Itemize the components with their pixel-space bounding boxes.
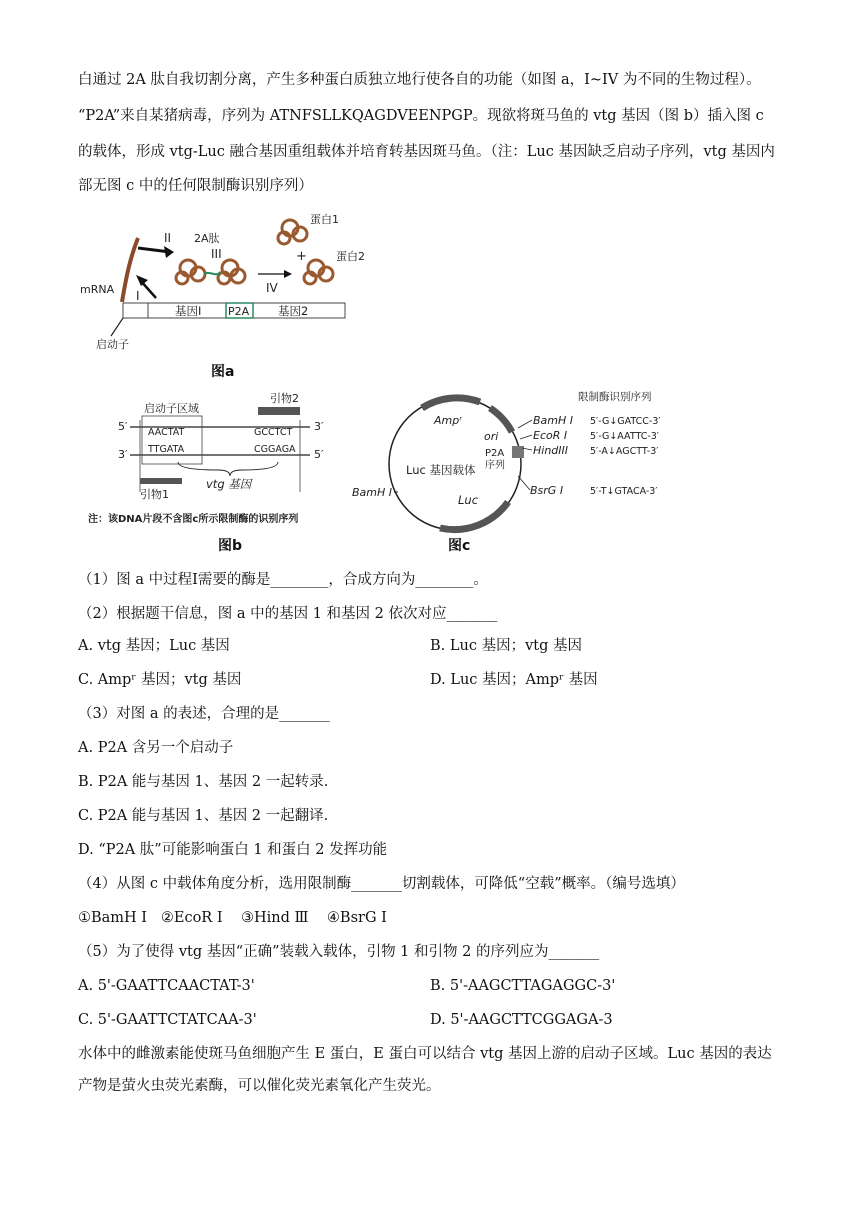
gene2-label: 基因2 bbox=[278, 304, 309, 318]
seq-ecori: 5′-G↓AATTC-3′ bbox=[590, 431, 659, 442]
vector-label: Luc 基因载体 bbox=[406, 463, 476, 477]
peptide-label: 2A肽 bbox=[194, 232, 220, 245]
intro-line-2: “P2A”来自某猪病毒，序列为 ATNFSLLKQAGDVEENPGP。现欲将斑马鱼的 vtg 基因（图 b）插入图 c bbox=[78, 108, 764, 124]
seq-hindiii: 5′-A↓AGCTT-3′ bbox=[590, 446, 659, 457]
figure-c-caption: 图c bbox=[448, 538, 471, 554]
protein1-blob bbox=[278, 220, 307, 244]
gene1-label: 基因I bbox=[175, 304, 202, 318]
question-3: （3）对图 a 的表述，合理的是_______ bbox=[78, 706, 330, 722]
seq-right-top: GCCTCT bbox=[254, 427, 293, 438]
three-prime-top: 3′ bbox=[314, 420, 324, 433]
seq-right-bot: CGGAGA bbox=[254, 444, 296, 455]
process-1-label: I bbox=[136, 289, 140, 303]
intro-line-4: 部无图 c 中的任何限制酶识别序列） bbox=[78, 178, 313, 194]
q5-option-b: B. 5'-AAGCTTAGAGGC-3' bbox=[430, 978, 616, 994]
q3-option-b: B. P2A 能与基因 1、基因 2 一起转录. bbox=[78, 774, 329, 790]
promoter-region-label: 启动子区域 bbox=[144, 402, 199, 415]
ori-arc bbox=[490, 408, 512, 432]
protein2-label: 蛋白2 bbox=[336, 250, 365, 263]
q2-option-c: C. Ampʳ 基因；vtg 基因 bbox=[78, 672, 242, 688]
seq-left-top: AACTAT bbox=[148, 427, 185, 438]
promoter-label: 启动子 bbox=[96, 338, 129, 351]
question-1: （1）图 a 中过程Ⅰ需要的酶是________，合成方向为________。 bbox=[78, 572, 488, 588]
five-prime-bot: 5′ bbox=[314, 448, 324, 461]
q3-option-a: A. P2A 含另一个启动子 bbox=[78, 740, 234, 756]
q2-option-a: A. vtg 基因；Luc 基因 bbox=[78, 638, 230, 654]
intro-line-3: 的载体，形成 vtg-Luc 融合基因重组载体并培育转基因斑马鱼。（注：Luc 基因缺乏启动子序列，vtg 基因内 bbox=[78, 144, 775, 160]
question-5: （5）为了使得 vtg 基因“正确”装载入载体，引物 1 和引物 2 的序列应为_______ bbox=[78, 944, 600, 960]
enzyme-table-title: 限制酶识别序列 bbox=[578, 391, 652, 403]
seq-left-bot: TTGATA bbox=[148, 444, 185, 455]
bamhi-label: BamH I bbox=[533, 414, 574, 427]
q2-option-b: B. Luc 基因；vtg 基因 bbox=[430, 638, 582, 654]
question-2: （2）根据题干信息，图 a 中的基因 1 和基因 2 依次对应_______ bbox=[78, 606, 498, 622]
vtg-label: vtg 基因 bbox=[206, 477, 252, 491]
figure-c bbox=[350, 384, 680, 556]
figure-b-note: 注：该DNA片段不含图c所示限制酶的识别序列 bbox=[88, 514, 299, 525]
promoter-region-box bbox=[142, 416, 202, 464]
mrna-label: mRNA bbox=[80, 283, 115, 296]
q3-option-d: D. “P2A 肽”可能影响蛋白 1 和蛋白 2 发挥功能 bbox=[78, 842, 388, 858]
q5-option-d: D. 5'-AAGCTTCGGAGA-3 bbox=[430, 1012, 613, 1028]
outro-line-1: 水体中的雌激素能使斑马鱼细胞产生 E 蛋白，E 蛋白可以结合 vtg 基因上游的启动子区域。Luc 基因的表达 bbox=[78, 1046, 772, 1062]
figure-b bbox=[78, 390, 368, 555]
bsrgi-label: BsrG I bbox=[530, 484, 564, 497]
protein-blob-left bbox=[176, 260, 205, 284]
ori-label: ori bbox=[484, 430, 499, 443]
figure-a-caption: 图a bbox=[211, 364, 235, 380]
p2a-label: P2A bbox=[228, 305, 250, 318]
q5-option-c: C. 5'-GAATTCTATCAA-3' bbox=[78, 1012, 257, 1028]
primer1-bar bbox=[140, 478, 182, 484]
luc-label: Luc bbox=[458, 493, 479, 507]
ampr-label: Ampʳ bbox=[434, 414, 463, 427]
ecori-label: EcoR I bbox=[533, 429, 568, 442]
process-2-label: II bbox=[164, 231, 172, 245]
q3-option-c: C. P2A 能与基因 1、基因 2 一起翻译. bbox=[78, 808, 329, 824]
q5-option-a: A. 5'-GAATTCAACTAT-3' bbox=[78, 978, 255, 994]
bamhi-left-label: BamH I bbox=[352, 486, 393, 499]
three-prime-bot: 3′ bbox=[118, 448, 128, 461]
primer2-label: 引物2 bbox=[270, 392, 299, 405]
q4-options: ①BamH I ②EcoR I ③Hind Ⅲ ④BsrG I bbox=[78, 910, 387, 926]
seq-bamhi: 5′-G↓GATCC-3′ bbox=[590, 416, 661, 427]
plus-sign: + bbox=[296, 249, 307, 264]
primer2-bar bbox=[258, 407, 300, 415]
seq-bsrgi: 5′-T↓GTACA-3′ bbox=[590, 486, 658, 497]
protein2-blob bbox=[304, 260, 333, 284]
protein-blob-right bbox=[218, 260, 245, 284]
figure-b-caption: 图b bbox=[218, 538, 243, 554]
figure-a bbox=[78, 208, 378, 380]
q2-option-d: D. Luc 基因；Ampʳ 基因 bbox=[430, 672, 598, 688]
outro-line-2: 产物是萤火虫荧光素酶，可以催化荧光素氧化产生荧光。 bbox=[78, 1078, 441, 1094]
hindiii-label: HindIII bbox=[533, 444, 569, 457]
intro-line-1: 白通过 2A 肽自我切割分离，产生多种蛋白质独立地行使各自的功能（如图 a，I~IV 为不同的生物过程）。 bbox=[78, 72, 761, 88]
primer1-label: 引物1 bbox=[140, 488, 169, 501]
five-prime-top: 5′ bbox=[118, 420, 128, 433]
process-3-label: III bbox=[211, 247, 222, 261]
p2a-c-label-2: 序列 bbox=[485, 460, 505, 471]
ampr-arc bbox=[422, 398, 480, 408]
protein1-label: 蛋白1 bbox=[310, 213, 339, 226]
p2a-c-label-1: P2A bbox=[485, 448, 505, 459]
question-4: （4）从图 c 中载体角度分析，选用限制酶_______切割载体，可降低“空载”概率。（编号选填） bbox=[78, 876, 685, 892]
process-4-label: IV bbox=[266, 281, 278, 295]
